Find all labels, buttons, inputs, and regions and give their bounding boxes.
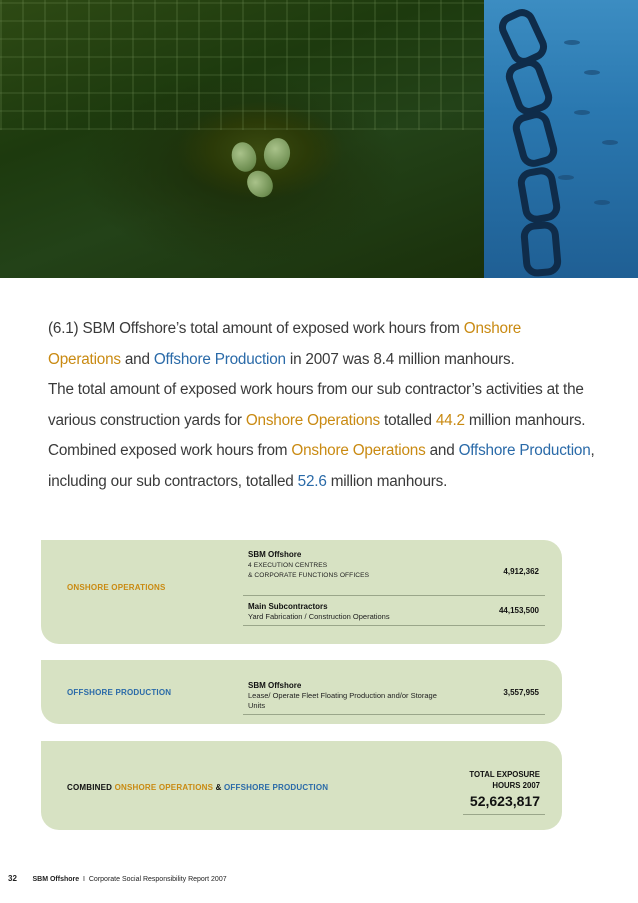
- intro-paragraph-3: Combined exposed work hours from Onshore Operations and Offshore Production, including our sub contractors, totalled 52.6 million manhours.: [48, 442, 595, 490]
- fish-icon: [594, 200, 610, 205]
- fish-icon: [584, 70, 600, 75]
- chain-link-icon: [502, 55, 556, 119]
- page-number: 32: [8, 874, 17, 883]
- row-subtitle: 4 EXECUTION CENTRES: [248, 562, 328, 569]
- onshore-label: ONSHORE OPERATIONS: [67, 583, 166, 592]
- row-subtitle: Units: [248, 701, 266, 710]
- underwater-chain-photo: [484, 0, 638, 278]
- divider: [243, 714, 545, 715]
- divider: [463, 814, 545, 815]
- combined-label: COMBINED ONSHORE OPERATIONS & OFFSHORE PRODUCTION: [67, 783, 329, 792]
- footer-title: Corporate Social Responsibility Report 2007: [88, 876, 227, 883]
- fish-icon: [602, 140, 618, 145]
- bird-nest-photo: [0, 0, 484, 278]
- footer-separator: I: [83, 876, 85, 883]
- row-subtitle: Yard Fabrication / Construction Operations: [248, 612, 390, 621]
- row-title: SBM Offshore: [248, 681, 302, 690]
- row-value: 3,557,955: [503, 688, 539, 697]
- wire-grid: [0, 0, 484, 130]
- total-exposure-label: TOTAL EXPOSURE HOURS 2007: [469, 770, 540, 790]
- intro-text: [48, 314, 596, 497]
- chain-link-icon: [520, 220, 563, 277]
- chain-link-icon: [516, 165, 563, 225]
- row-value: 44,153,500: [498, 606, 539, 615]
- intro-paragraph-2: The total amount of exposed work hours from our sub contractor’s activities at the various construction yards for Onshore Operations totalled 44.2 million manhours.: [48, 381, 586, 429]
- offshore-production-panel: [41, 660, 562, 724]
- header-photo-band: [0, 0, 638, 278]
- chain-link-icon: [510, 108, 561, 170]
- row-title: Main Subcontractors: [248, 602, 328, 611]
- divider: [243, 625, 545, 626]
- row-title: SBM Offshore: [248, 550, 302, 559]
- egg-icon: [261, 136, 292, 172]
- page-footer: [8, 874, 227, 883]
- onshore-operations-panel: [41, 540, 562, 644]
- intro-paragraph-1: (6.1) SBM Offshore’s total amount of exposed work hours from Onshore Operations and Offshore Production in 2007 was 8.4 million manhours.: [48, 320, 522, 368]
- divider: [243, 595, 545, 596]
- row-subtitle: Lease/ Operate Fleet Floating Production and/or Storage: [248, 691, 437, 700]
- fish-icon: [574, 110, 590, 115]
- total-exposure-value: 52,623,817: [469, 793, 540, 809]
- offshore-label: OFFSHORE PRODUCTION: [67, 688, 172, 697]
- fish-icon: [558, 175, 574, 180]
- fish-icon: [564, 40, 580, 45]
- row-value: 4,912,362: [503, 567, 539, 576]
- footer-brand: SBM Offshore: [32, 876, 80, 883]
- combined-panel: [41, 741, 562, 830]
- row-subtitle: & CORPORATE FUNCTIONS OFFICES: [248, 572, 370, 579]
